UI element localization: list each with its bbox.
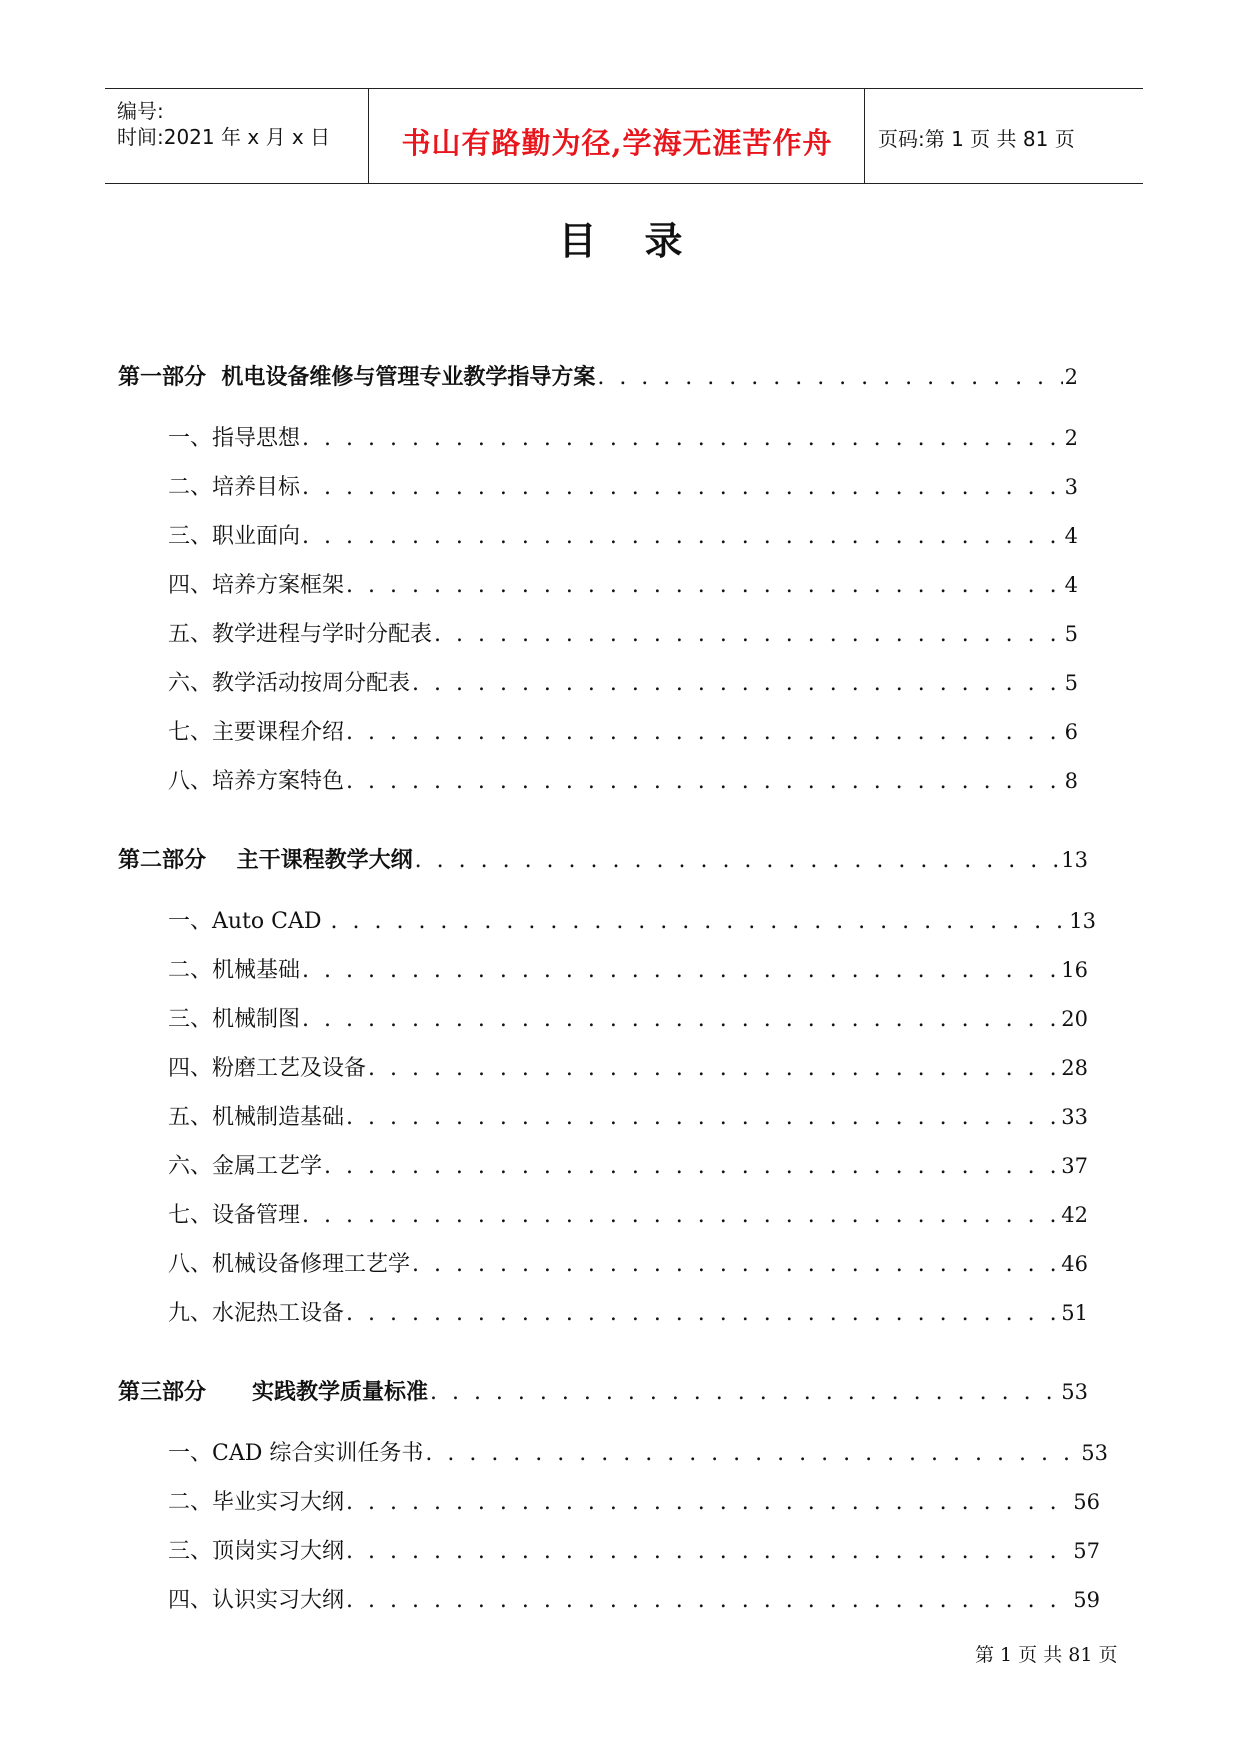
toc-item-label: 九、水泥热工设备 bbox=[168, 1301, 345, 1326]
toc-item-label: 三、职业面向 bbox=[168, 524, 301, 549]
toc-item-label: 七、主要课程介绍 bbox=[168, 720, 345, 745]
toc-item-label: 八、机械设备修理工艺学 bbox=[168, 1252, 411, 1277]
toc-page-number: 42 bbox=[1061, 1203, 1088, 1227]
toc-item-label: 二、培养目标 bbox=[168, 475, 301, 500]
toc-item-label: 一、指导思想 bbox=[168, 426, 301, 451]
toc-page-number: 37 bbox=[1061, 1154, 1088, 1178]
toc-item-label: 四、粉磨工艺及设备 bbox=[168, 1056, 367, 1081]
toc-part-label: 第二部分 主干课程教学大纲 bbox=[118, 848, 413, 873]
toc-leader-dots bbox=[302, 956, 1059, 986]
toc-item[interactable] bbox=[168, 1200, 1088, 1230]
toc-leader-dots bbox=[346, 1299, 1059, 1329]
toc-item-label: 六、金属工艺学 bbox=[168, 1154, 323, 1179]
toc-item[interactable] bbox=[168, 1298, 1088, 1328]
toc-item[interactable] bbox=[168, 1487, 1100, 1517]
toc-leader-dots bbox=[302, 1005, 1059, 1035]
toc-page-number: 5 bbox=[1064, 671, 1078, 695]
toc-item[interactable] bbox=[168, 766, 1078, 796]
toc-item[interactable] bbox=[168, 717, 1078, 747]
toc-part-label: 第三部分 实践教学质量标准 bbox=[118, 1380, 428, 1405]
toc-item-label: 四、培养方案框架 bbox=[168, 573, 345, 598]
toc-item-label: 三、机械制图 bbox=[168, 1007, 301, 1032]
toc-item[interactable] bbox=[168, 906, 1096, 936]
toc-leader-dots bbox=[430, 1378, 1059, 1408]
toc-leader-dots bbox=[302, 522, 1063, 552]
toc-item[interactable] bbox=[168, 472, 1078, 502]
toc-page-number: 4 bbox=[1064, 573, 1078, 597]
toc-leader-dots bbox=[368, 1054, 1059, 1084]
toc-page-number: 51 bbox=[1061, 1301, 1088, 1325]
toc-item-label: 六、教学活动按周分配表 bbox=[168, 671, 411, 696]
document-header bbox=[105, 88, 1143, 184]
toc-page-number: 8 bbox=[1064, 769, 1078, 793]
toc-leader-dots bbox=[425, 1439, 1079, 1469]
header-right-cell bbox=[866, 89, 1143, 183]
toc-leader-dots bbox=[302, 473, 1063, 503]
toc-page-number: 33 bbox=[1061, 1105, 1088, 1129]
header-left-cell bbox=[105, 89, 369, 183]
page-footer: 第 1 页 共 81 页 bbox=[975, 1644, 1118, 1666]
toc-part-2[interactable] bbox=[118, 845, 1088, 875]
toc-leader-dots bbox=[346, 571, 1063, 601]
toc-leader-dots bbox=[346, 1488, 1071, 1518]
toc-item[interactable] bbox=[168, 1585, 1100, 1615]
toc-leader-dots bbox=[302, 1201, 1059, 1231]
toc-page-number: 53 bbox=[1081, 1441, 1108, 1465]
toc-item-label: 一、CAD 综合实训任务书 bbox=[168, 1441, 424, 1466]
toc-page-number: 2 bbox=[1064, 365, 1078, 389]
toc-item[interactable] bbox=[168, 1438, 1108, 1468]
toc-item-label: 二、机械基础 bbox=[168, 958, 301, 983]
toc-item[interactable] bbox=[168, 619, 1078, 649]
header-middle-cell bbox=[370, 89, 865, 183]
toc-page-number: 2 bbox=[1064, 426, 1078, 450]
toc-leader-dots bbox=[346, 718, 1063, 748]
toc-item[interactable] bbox=[168, 423, 1078, 453]
toc-page-number: 46 bbox=[1061, 1252, 1088, 1276]
toc-page-number: 20 bbox=[1061, 1007, 1088, 1031]
page-title: 目录 bbox=[558, 219, 731, 263]
toc-item[interactable] bbox=[168, 1249, 1088, 1279]
toc-leader-dots bbox=[597, 363, 1062, 393]
toc-leader-dots bbox=[412, 1250, 1059, 1280]
toc-item-label: 五、教学进程与学时分配表 bbox=[168, 622, 433, 647]
toc-leader-dots bbox=[324, 1152, 1059, 1182]
toc-leader-dots bbox=[302, 424, 1063, 454]
toc-page-number: 13 bbox=[1069, 909, 1096, 933]
toc-leader-dots bbox=[434, 620, 1063, 650]
toc-item-label: 二、毕业实习大纲 bbox=[168, 1490, 345, 1515]
toc-item[interactable] bbox=[168, 570, 1078, 600]
toc-leader-dots bbox=[346, 1103, 1059, 1133]
toc-item-label: 五、机械制造基础 bbox=[168, 1105, 345, 1130]
toc-page-number: 6 bbox=[1064, 720, 1078, 744]
toc-item[interactable] bbox=[168, 955, 1088, 985]
toc-leader-dots bbox=[346, 767, 1063, 797]
toc-page-number: 13 bbox=[1061, 848, 1088, 872]
header-motto: 书山有路勤为径,学海无涯苦作舟 bbox=[401, 126, 833, 160]
toc-page-number: 56 bbox=[1073, 1490, 1100, 1514]
toc-item[interactable] bbox=[168, 668, 1078, 698]
toc-item-label: 一、Auto CAD bbox=[168, 909, 329, 934]
toc-item-label: 四、认识实习大纲 bbox=[168, 1588, 345, 1613]
header-page-number: 页码:第 1 页 共 81 页 bbox=[878, 127, 1075, 151]
toc-item[interactable] bbox=[168, 1053, 1088, 1083]
toc-part-1[interactable] bbox=[118, 362, 1078, 392]
toc-part-label: 第一部分 机电设备维修与管理专业教学指导方案 bbox=[118, 365, 596, 390]
toc-item[interactable] bbox=[168, 1004, 1088, 1034]
toc-leader-dots bbox=[412, 669, 1063, 699]
toc-page-number: 53 bbox=[1061, 1380, 1088, 1404]
toc-item-label: 八、培养方案特色 bbox=[168, 769, 345, 794]
toc-page-number: 57 bbox=[1073, 1539, 1100, 1563]
toc-leader-dots bbox=[415, 846, 1060, 876]
toc-item[interactable] bbox=[168, 521, 1078, 551]
toc-page-number: 5 bbox=[1064, 622, 1078, 646]
toc-page-number: 16 bbox=[1061, 958, 1088, 982]
toc-item[interactable] bbox=[168, 1151, 1088, 1181]
toc-page-number: 3 bbox=[1064, 475, 1078, 499]
toc-part-3[interactable] bbox=[118, 1377, 1088, 1407]
toc-leader-dots bbox=[346, 1537, 1071, 1567]
toc-item[interactable] bbox=[168, 1102, 1088, 1132]
toc-leader-dots bbox=[331, 907, 1068, 937]
document-time: 时间:2021 年 x 月 x 日 bbox=[117, 125, 331, 149]
toc-item-label: 七、设备管理 bbox=[168, 1203, 301, 1228]
toc-page-number: 59 bbox=[1073, 1588, 1100, 1612]
toc-item[interactable] bbox=[168, 1536, 1100, 1566]
document-number-label: 编号: bbox=[117, 99, 164, 123]
toc-page-number: 4 bbox=[1064, 524, 1078, 548]
toc-leader-dots bbox=[346, 1586, 1071, 1616]
toc-item-label: 三、顶岗实习大纲 bbox=[168, 1539, 345, 1564]
toc-page-number: 28 bbox=[1061, 1056, 1088, 1080]
